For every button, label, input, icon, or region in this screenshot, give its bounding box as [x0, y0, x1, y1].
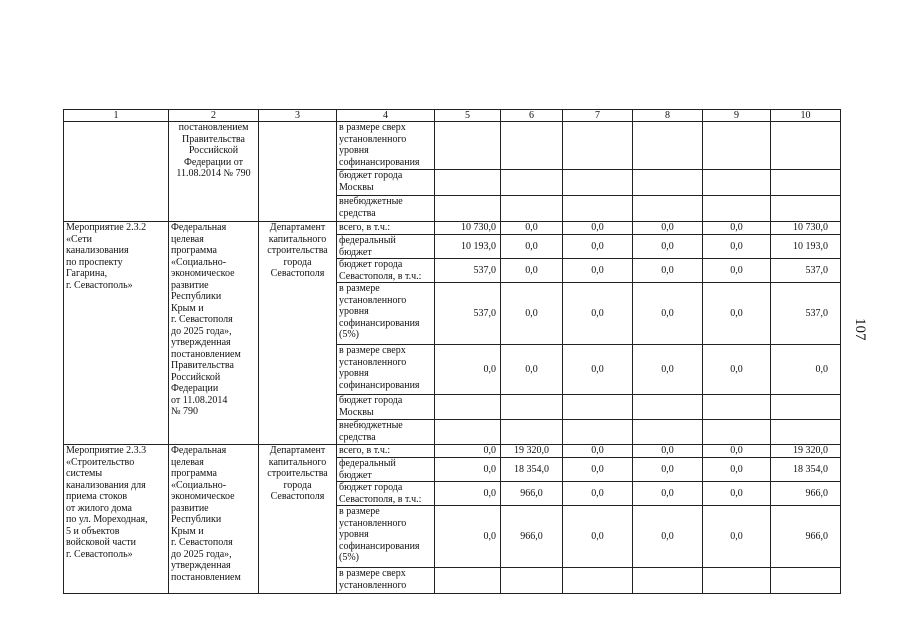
program-cell	[169, 445, 259, 594]
header-cell: 2	[169, 110, 259, 122]
value-cell	[771, 196, 841, 222]
source-cell	[337, 196, 435, 222]
value-cell	[771, 122, 841, 170]
value-cell	[435, 420, 501, 445]
value-cell: 0,0	[435, 345, 501, 395]
executor-cell	[259, 445, 337, 594]
page-number: 107	[852, 318, 868, 341]
source-label: бюджет города Севастополя, в т.ч.:	[339, 482, 422, 505]
value-cell	[501, 122, 563, 170]
value-cell	[435, 568, 501, 594]
value-cell	[435, 196, 501, 222]
value-cell: 0,0	[501, 283, 563, 345]
value-cell: 537,0	[771, 283, 841, 345]
source-label: внебюджетные средства	[339, 196, 403, 219]
value-cell	[435, 122, 501, 170]
value-cell: 0,0	[501, 222, 563, 235]
value-cell: 0,0	[501, 235, 563, 259]
value-cell: 19 320,0	[771, 445, 841, 458]
value-cell: 0,0	[501, 259, 563, 283]
value-cell: 0,0	[633, 482, 703, 506]
value-cell	[501, 420, 563, 445]
value-cell: 0,0	[633, 345, 703, 395]
source-label: в размере сверх установленного уровня софинансирования	[339, 122, 420, 168]
value-cell: 0,0	[563, 482, 633, 506]
measure-name: Мероприятие 2.3.2 «Сети канализования по проспекту Гагарина, г. Севастополь»	[66, 222, 147, 291]
value-cell	[435, 395, 501, 420]
value-cell: 18 354,0	[771, 458, 841, 482]
source-label: в размере сверх установленного	[339, 568, 407, 591]
source-label: федеральный бюджет	[339, 235, 396, 258]
value-cell: 10 730,0	[771, 222, 841, 235]
value-cell: 0,0	[703, 482, 771, 506]
value-cell	[771, 395, 841, 420]
value-cell: 0,0	[633, 235, 703, 259]
source-label: бюджет города Москвы	[339, 170, 403, 193]
measure-cell	[64, 122, 169, 222]
value-cell: 0,0	[563, 222, 633, 235]
executor-cell	[259, 222, 337, 445]
value-cell: 0,0	[703, 235, 771, 259]
value-cell: 0,0	[563, 458, 633, 482]
value-cell	[703, 170, 771, 196]
program-cell	[169, 122, 259, 222]
value-cell	[633, 122, 703, 170]
source-cell	[337, 283, 435, 345]
value-cell: 537,0	[435, 283, 501, 345]
program-cell	[169, 222, 259, 445]
source-label: всего, в т.ч.:	[339, 445, 391, 456]
value-cell: 0,0	[703, 345, 771, 395]
value-cell: 966,0	[771, 506, 841, 568]
value-cell	[563, 196, 633, 222]
value-cell: 0,0	[563, 283, 633, 345]
value-cell: 966,0	[771, 482, 841, 506]
value-cell: 0,0	[435, 482, 501, 506]
value-cell	[703, 122, 771, 170]
source-label: в размере установленного уровня софинансирования (5%)	[339, 506, 420, 563]
value-cell: 0,0	[771, 345, 841, 395]
value-cell: 0,0	[703, 445, 771, 458]
value-cell: 0,0	[703, 506, 771, 568]
value-cell	[501, 196, 563, 222]
value-cell: 0,0	[633, 445, 703, 458]
value-cell: 0,0	[633, 283, 703, 345]
value-cell: 0,0	[633, 458, 703, 482]
value-cell	[633, 568, 703, 594]
source-cell	[337, 458, 435, 482]
value-cell: 0,0	[435, 506, 501, 568]
value-cell: 537,0	[435, 259, 501, 283]
measure-name: Мероприятие 2.3.3 «Строительство системы канализования для приема стоков от жилого дома по ул. Мореходная, 5 и объектов войсковой части г. Севастополь»	[66, 445, 148, 560]
header-cell: 4	[337, 110, 435, 122]
value-cell	[563, 170, 633, 196]
source-cell	[337, 222, 435, 235]
value-cell: 0,0	[633, 259, 703, 283]
value-cell	[771, 170, 841, 196]
table-row	[64, 122, 841, 170]
header-cell: 7	[563, 110, 633, 122]
value-cell: 0,0	[563, 445, 633, 458]
program-text: Федеральная целевая программа «Социально- экономическое развитие Республики Крым и г. Севастополя до 2025 года», утвержденная постановлением Правительства Российской Федерации от 11.08.2014 № 790	[171, 222, 241, 417]
value-cell	[771, 420, 841, 445]
header-cell: 9	[703, 110, 771, 122]
source-cell	[337, 482, 435, 506]
value-cell: 10 730,0	[435, 222, 501, 235]
table-row	[64, 222, 841, 235]
value-cell	[563, 395, 633, 420]
value-cell	[501, 568, 563, 594]
value-cell	[563, 420, 633, 445]
value-cell	[563, 568, 633, 594]
value-cell	[633, 196, 703, 222]
source-label: бюджет города Москвы	[339, 395, 403, 418]
source-cell	[337, 420, 435, 445]
source-cell	[337, 506, 435, 568]
header-cell: 10	[771, 110, 841, 122]
value-cell	[771, 568, 841, 594]
header-cell: 5	[435, 110, 501, 122]
program-text: Федеральная целевая программа «Социально- экономическое развитие Республики Крым и г. Севастополя до 2025 года», утвержденная постановлением	[171, 445, 241, 583]
header-cell: 3	[259, 110, 337, 122]
source-cell	[337, 259, 435, 283]
source-label: в размере сверх установленного уровня софинансирования	[339, 345, 420, 391]
value-cell	[703, 196, 771, 222]
value-cell: 0,0	[435, 445, 501, 458]
value-cell: 0,0	[563, 345, 633, 395]
value-cell: 18 354,0	[501, 458, 563, 482]
value-cell	[633, 420, 703, 445]
table-row	[64, 445, 841, 458]
value-cell	[633, 170, 703, 196]
value-cell: 966,0	[501, 506, 563, 568]
value-cell	[703, 395, 771, 420]
source-cell	[337, 122, 435, 170]
value-cell	[703, 420, 771, 445]
source-cell	[337, 345, 435, 395]
source-label: федеральный бюджет	[339, 458, 396, 481]
value-cell: 537,0	[771, 259, 841, 283]
executor-text: Департамент капитального строительства города Севастополя	[267, 445, 328, 502]
value-cell: 0,0	[703, 283, 771, 345]
value-cell	[633, 395, 703, 420]
value-cell: 0,0	[563, 259, 633, 283]
source-cell	[337, 395, 435, 420]
value-cell: 19 320,0	[501, 445, 563, 458]
source-cell	[337, 445, 435, 458]
value-cell: 0,0	[563, 506, 633, 568]
value-cell: 966,0	[501, 482, 563, 506]
value-cell: 0,0	[703, 222, 771, 235]
header-cell: 6	[501, 110, 563, 122]
header-cell: 1	[64, 110, 169, 122]
funding-table	[63, 109, 841, 594]
measure-name-cell	[64, 222, 169, 445]
measure-name-cell	[64, 445, 169, 594]
value-cell	[703, 568, 771, 594]
value-cell: 0,0	[703, 259, 771, 283]
source-cell	[337, 170, 435, 196]
value-cell: 0,0	[703, 458, 771, 482]
value-cell: 0,0	[501, 345, 563, 395]
value-cell: 0,0	[633, 222, 703, 235]
value-cell: 0,0	[633, 506, 703, 568]
value-cell: 0,0	[435, 458, 501, 482]
program-text: постановлением Правительства Российской Федерации от 11.08.2014 № 790	[176, 122, 251, 179]
header-cell: 8	[633, 110, 703, 122]
source-label: внебюджетные средства	[339, 420, 403, 443]
executor-cell	[259, 122, 337, 222]
header-row	[64, 110, 841, 122]
value-cell: 0,0	[563, 235, 633, 259]
executor-text: Департамент капитального строительства города Севастополя	[267, 222, 328, 279]
source-label: бюджет города Севастополя, в т.ч.:	[339, 259, 422, 282]
value-cell: 10 193,0	[771, 235, 841, 259]
value-cell	[501, 395, 563, 420]
table-body	[64, 110, 841, 594]
source-label: в размере установленного уровня софинансирования (5%)	[339, 283, 420, 340]
value-cell	[563, 122, 633, 170]
source-label: всего, в т.ч.:	[339, 222, 391, 233]
value-cell	[435, 170, 501, 196]
value-cell	[501, 170, 563, 196]
value-cell: 10 193,0	[435, 235, 501, 259]
source-cell	[337, 235, 435, 259]
source-cell	[337, 568, 435, 594]
